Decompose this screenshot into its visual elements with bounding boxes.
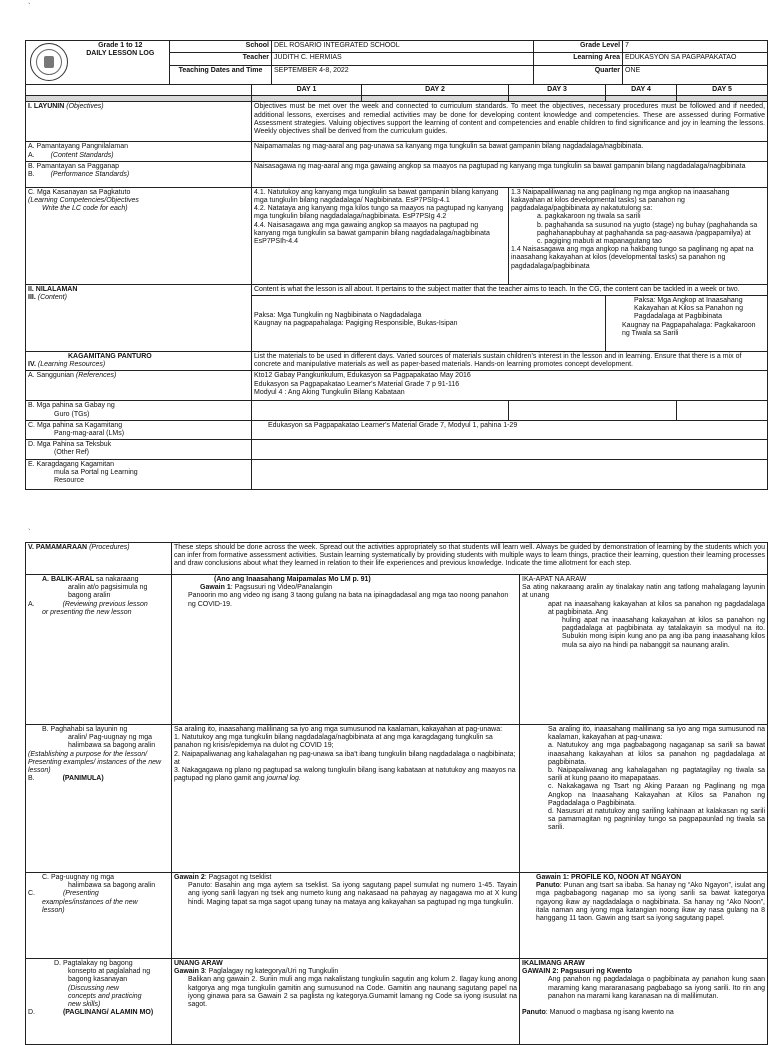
layunin-text: Objectives must be met over the week and connected to curriculum standards. To meet the objectives, necessary procedures must be followed and if needed, additional lessons, exercises and remedial activities may be done for developing content knowledge and competencies. These are assessed during Formative Assessment strategies. Valuing objectives support the learning of content and competencies and enable children to find significance and joy in learning the lessons. Weekly objectives shall be derived from the curriculum guides. [252, 102, 768, 142]
content-standards-text: Naipamamalas ng mag-aaral ang pag-unawa sa kanyang mga tungkulin sa bawat gampanin bilang nagdadalaga/nagbibinata. [252, 142, 768, 161]
lm-pages-text: Edukasyon sa Pagpapakatao Learner's Material Grade 7, Modyul 1, pahina 1-29 [252, 420, 768, 439]
grade-level-label: Grade Level [534, 41, 623, 53]
grade-level-value: 7 [623, 41, 768, 53]
day-5-header: DAY 5 [677, 85, 768, 96]
textbook-pages-label: D. Mga Pahina sa Teksbuk (Other Ref) [26, 440, 252, 459]
content-day1-3: Paksa: Mga Tungkulin ng Nagbibinata o Nagdadalaga Kaugnay na pagpapahalaga: Pagiging Responsible, Bukas-Isipan [252, 296, 606, 352]
teacher-label: Teacher [170, 53, 272, 65]
lesson-log-table-2 [25, 542, 768, 1045]
day-1-header: DAY 1 [252, 85, 362, 96]
tg-pages-label: B. Mga pahina sa Gabay ng Guro (TGs) [26, 401, 252, 420]
review-day4-5: IKA-APAT NA ARAW Sa ating nakaraang aralin ay tinalakay natin ang tatlong mahalagang layunin at unang apat na inaasahang kakayahan at kilos sa panahon ng pagdadalaga at pagbibinata. Ang huling apat na inaasahang kakayahan at kilos sa panahon ng pagdadalaga at pagbibinata ay tatalakayin sa modyul na ito. Subukin mong isipin kung ano pa ang iba pang inaasahang kilos mula sa aiyo na hindi pa nabanggit sa naunang aralin. [520, 575, 768, 725]
dates-label: Teaching Dates and Time [170, 65, 272, 85]
lm-pages-label: C. Mga pahina sa Kagamitang Pang-mag-aaral (LMs) [26, 420, 252, 439]
layunin-label: I. LAYUNIN (Objectives) [26, 102, 252, 142]
learning-area-label: Learning Area [534, 53, 623, 65]
content-label: II. NILALAMAN III. (Content) [26, 284, 252, 351]
day-4-header: DAY 4 [606, 85, 677, 96]
page-1 [0, 0, 768, 512]
performance-standards-label: B. Pamantayan sa Pagganap B. (Performance Standards) [26, 161, 252, 187]
tg-pages-day4 [509, 401, 677, 420]
learning-area-value: EDUKASYON SA PAGPAPAKATAO [623, 53, 768, 65]
tg-pages-day1-3 [252, 401, 509, 420]
review-label: A. BALIK-ARAL sa nakaraang aralin at/o pagsisimula ng bagong aralin A. (Reviewing previous lesson or presenting the new lesson [26, 575, 172, 725]
school-label: School [170, 41, 272, 53]
quarter-value: ONE [623, 65, 768, 85]
review-day1-3: (Ano ang Inaasahang Maipamalas Mo LM p. 91) Gawain 1: Pagsusuri ng Video/Panalangin Panoorin mo ang video ng isang 3 taong gulang na bata na ipinagdadasal ang mga tao noong panahon ng COVID-19. [172, 575, 520, 725]
examples-day4-5: Gawain 1: PROFILE KO, NOON AT NGAYON Panuto: Punan ang tsart sa ibaba. Sa hanay ng “Ako Ngayon”, isulat ang mga pagbabagong naganap mo sa iyong sarili sa bawat kategorya ngayong ikaw ay nagdadalaga o nagbibinata. Sa hanay ng “Ako Noon”, itala naman ang iyong mga katangian noong ikaw ay nasa gulang na 8 hanggang 11 taon. Gawin ang tsart sa iyong sagutang papel. [520, 873, 768, 959]
performance-standards-text: Naisasagawa ng mag-aaral ang mga gawaing angkop sa maayos na pagtupad ng kanyang mga tungkulin sa bawat gampanin bilang nagdadalaga/nagbibinata [252, 161, 768, 187]
discussion-day1-3: UNANG ARAW Gawain 3: Paglalagay ng kategorya/Uri ng Tungkulin Balikan ang gawain 2. Suriin muli ang mga nakalistang tungkulin sagutin ang kolum 2. Ilagay kung anong katgorya ang mga tungkulin gamitin ang sumusunod na Code. Gamitin ang naunang sagutang papel na iyong ginawa para sa Gawain 2 sa paglista ng kategorya.Gumamit lamang ng Code sa iyong isusulat na sagot. [172, 959, 520, 1045]
purpose-label: B. Paghahabi sa layunin ng aralin/ Pag-uugnay ng mga halimbawa sa bagong aralin (Establishing a purpose for the lesson/ Presenting examples/ instances of the new lesson) B. (PANIMULA) [26, 725, 172, 873]
learning-resources-label: KAGAMITANG PANTURO IV. (Learning Resources) [26, 352, 252, 371]
log-title-cell [72, 41, 170, 85]
day-2-header: DAY 2 [362, 85, 509, 96]
lesson-log-table-1 [25, 40, 768, 490]
learning-resources-note: List the materials to be used in different days. Varied sources of materials sustain children's interest in the lesson and in learning. Ensure that there is a mix of concrete and manipulative materials as well as paper-based materials. Hands-on learning promotes concept development. [252, 352, 768, 371]
log-title: DAILY LESSON LOG [86, 50, 155, 58]
procedures-label: V. PAMAMARAAN (Procedures) [26, 543, 172, 575]
content-day4-5: Paksa: Mga Angkop at Inaasahang Kakayahan at Kilos sa Panahon ng Pagdadalaga at Pagbibinata Kaugnay na Pagpapahalaga: Pagkakaroon ng Tiwala sa Sarili [606, 296, 768, 352]
school-value: DEL ROSARIO INTEGRATED SCHOOL [272, 41, 534, 53]
tg-pages-day5 [677, 401, 768, 420]
content-standards-label: A. Pamantayang Pangnilalaman A. (Content Standards) [26, 142, 252, 161]
examples-day1-3: Gawain 2: Pagsagot ng tseklist Panuto: Basahin ang mga aytem sa tseklist. Sa iyong sagutang papel sumulat ng numero 1-45. Tayain ang iyong sarili lagyan ng tsek ang numeto kung ang nakasaad na pahayag ay nagagawa mo at X kung hindi. Maging tapat sa mga sagot upang tunay na mataya ang kakayahan sa pagtupad ng mga tungkulin. [172, 873, 520, 959]
references-label: A. Sanggunian (References) [26, 371, 252, 401]
discussion-label: D. Pagtalakay ng bagong konsepto at paglalahad ng bagong kasanayan (Discussing new concepts and practicing new skills) D. (PAGLINANG/ ALAMIN MO) [26, 959, 172, 1045]
purpose-day1-3: Sa araling ito, inaasahang malilinang sa iyo ang mga sumusunod na kaalaman, kakayahan at pag-unawa: 1. Natutukoy ang mga tungkulin bilang nagdadalaga/nagbibinata at ang mga karagdagang tungkulin sa panahon ng krisis/epidemya na dulot ng COVID 19; 2. Naipapaliwanag ang kahalagahan ng pag-unawa sa iba't ibang tungkulin bilang nagdadalaga o nagbibinata; at 3. Nakagagawa ng plano ng pagtupad sa walong tungkulin bilang isang kabataan at natutukoy ang maayos na pagtupad ng plano gamit ang journal log. [172, 725, 520, 873]
quarter-label: Quarter [534, 65, 623, 85]
discussion-day4-5: IKALIMANG ARAW GAWAIN 2: Pagsusuri ng Kwento Ang panahon ng pagdadalaga o pagbibinata ay panahon kung saan maraming kang mararanasang pagbabago sa iyong sarili. Ito rin ang panahon na marami kang karanasan na di malilimutan. Panuto: Manuod o magbasa ng isang kwento na [520, 959, 768, 1045]
additional-materials-label: E. Karagdagang Kagamitan mula sa Portal ng Learning Resource [26, 459, 252, 489]
page-mark-2: ` [28, 528, 31, 537]
deped-seal [26, 41, 72, 85]
day-header-blank [26, 85, 252, 96]
teacher-value: JUDITH C. HERMIAS [272, 53, 534, 65]
day-3-header: DAY 3 [509, 85, 606, 96]
content-note: Content is what the lesson is all about. It pertains to the subject matter that the teacher aims to teach. In the CG, the content can be tackled in a week or two. [252, 284, 768, 295]
examples-label: C. Pag-uugnay ng mga halimbawa sa bagong aralin C. (Presenting examples/instances of the new lesson) [26, 873, 172, 959]
procedures-text: These steps should be done across the week. Spread out the activities appropriately so that students will learn well. Always be guided by demonstration of learning by the students which you can infer from formative assessment activities. Sustain learning systematically by providing students with multiple ways to learn things, practice their learning, question their learning processes and draw conclusions about what they learned in relation to their life experiences and previous knowledge. Indicate the time allotment for each step. [172, 543, 768, 575]
deped-seal-icon [30, 43, 68, 81]
competencies-label: C. Mga Kasanayan sa Pagkatuto (Learning Competencies/Objectives Write the LC code for each) [26, 187, 252, 284]
purpose-day4-5: Sa araling ito, inaasahang malilinang sa iyo ang mga sumusunod na kaalaman, kakayahan at pag-unawa: a. Natutukoy ang mga pagbabagong nagaganap sa sarili sa bawat inaasahang kakayahan at kilos sa panahon ng pagdadalaga at pagbibinata. b. Naipapaliwanag ang kahalagahan ng pagtatagilay ng tiwala sa sarili at kung paano ito mapapataas. c. Nakakagawa ng Tsart ng Aking Paraan ng Paglinang ng mga Angkop na Inaasahang Kakayahan at Kilos sa Panahon ng Pagdadalaga o Pagbibinata. d. Nasusuri at natutukoy ang sariling kahinaan at kalakasan ng sarili sa pamamagitan ng pagninilay tungo sa pagpapaunlad ng tiwala sa sarili. [520, 725, 768, 873]
page-mark: ` [28, 2, 31, 11]
page-2 [0, 512, 768, 1024]
additional-materials-text [252, 459, 768, 489]
references-text: Kto12 Gabay Pangkurikulum, Edukasyon sa Pagpapakatao May 2016 Edukasyon sa Pagpapakatao Learner's Material Grade 7 p 91-116 Modyul 4 : Ang Aking Tungkulin Bilang Kabataan [252, 371, 768, 401]
grades-label: Grade 1 to 12 [98, 42, 143, 49]
competencies-day4-5: 1.3 Naipapaliliwanag na ang paglinang ng mga angkop na inaasahang kakayahan at kilos developmental tasks) sa panahon ng pagdadalaga/pagbibinata ay nakatutulong sa: a. pagkakaroon ng tiwala sa sarili b. paghahanda sa susunod na yugto (stage) ng buhay (paghahanda sa paghahanapbuhay at paghahanda sa pag-aasawa /pagpapamilya) at c. pagiging mabuti at mapanagutang tao 1.4 Naisasagawa ang mga angkop na hakbang tungo sa paglinang ng apat na inaasahang kakayahan at kilos (developmental tasks) sa panahon ng pagdadalaga/pagbibinata [509, 187, 768, 284]
competencies-day1-3: 4.1. Natutukoy ang kanyang mga tungkulin sa bawat gampanin bilang kanyang mga tungkulin bilang nagdadalaga/ Nagbibinata. EsP7PSIg-4.1 4.2. Natataya ang kanyang mga kilos tungo sa maayos na pagtupad ng kanyang mga tungkulin bilang nagdadalaga/nagbibinata. EsP7PSIg 4.2 4.4. Naisasagawa ang mga gawaing angkop sa maayos na pagtupad ng kanyang mga tungkulin sa bawat gampanin bilang nagdadalaga/nagbibinata EsP7PSIh-4.4 [252, 187, 509, 284]
textbook-pages-text [252, 440, 768, 459]
dates-value: SEPTEMBER 4-8, 2022 [272, 65, 534, 85]
